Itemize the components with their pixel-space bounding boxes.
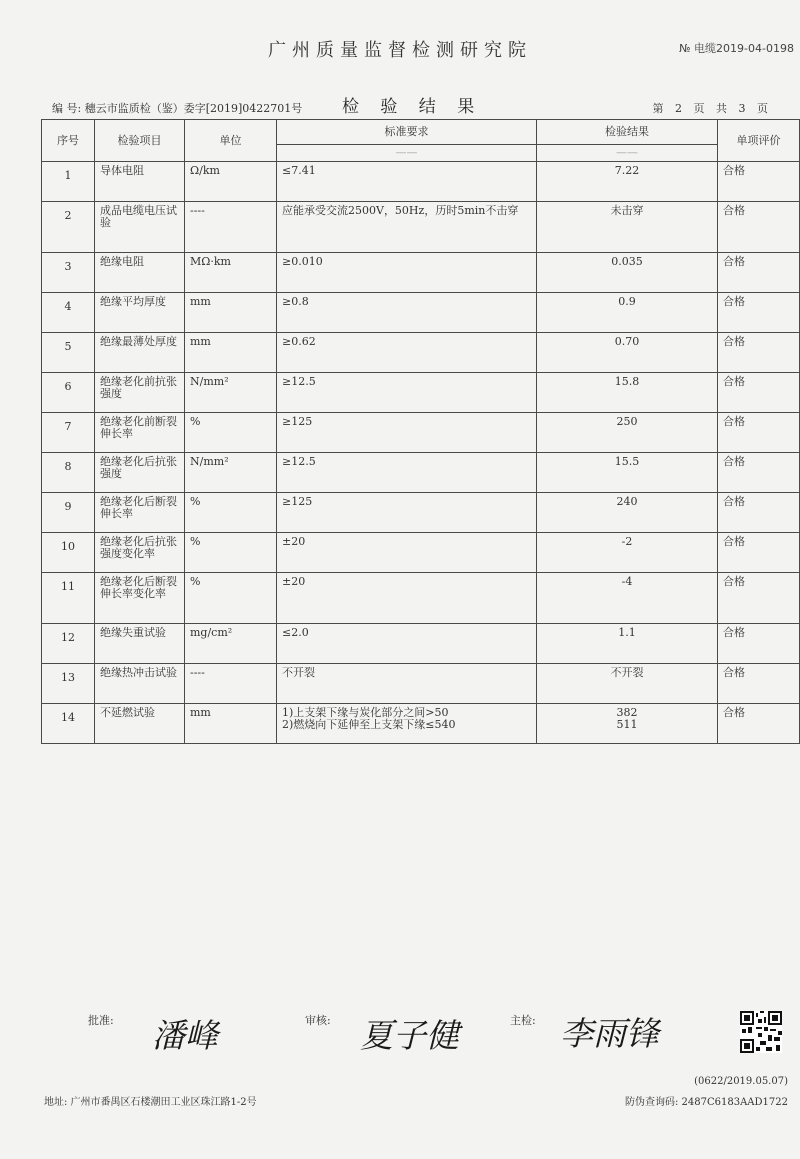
test-item: 绝缘电阻	[95, 253, 185, 293]
test-item: 绝缘老化后断裂伸长率变化率	[95, 573, 185, 624]
test-item: 绝缘老化前断裂伸长率	[95, 413, 185, 453]
review-label: 审核:	[305, 1014, 331, 1027]
table-row	[42, 573, 800, 624]
table-row	[42, 493, 800, 533]
test-item: 绝缘最薄处厚度	[95, 333, 185, 373]
test-item: 绝缘老化后抗张强度变化率	[95, 533, 185, 573]
standard-requirement: ≥12.5	[277, 453, 537, 493]
test-item: 导体电阻	[95, 162, 185, 202]
table-row	[42, 533, 800, 573]
approve-signature: 潘峰	[152, 1016, 218, 1055]
row-number: 2	[42, 202, 95, 253]
test-item: 不延燃试验	[95, 704, 185, 744]
approve-label: 批准:	[88, 1014, 114, 1027]
qr-code-icon	[740, 1011, 782, 1053]
standard-requirement: ≥12.5	[277, 373, 537, 413]
table-row	[42, 624, 800, 664]
unit: mg/cm²	[185, 624, 277, 664]
header-standard: 标准要求	[277, 120, 537, 145]
institute-name: 广州质量监督检测研究院	[268, 40, 532, 61]
evaluation: 合格	[718, 624, 800, 664]
test-result: 15.5	[537, 453, 718, 493]
row-number: 4	[42, 293, 95, 333]
document-number: № 电缆2019-04-0198	[679, 42, 794, 55]
test-result: 0.9	[537, 293, 718, 333]
test-result: 0.70	[537, 333, 718, 373]
row-number: 5	[42, 333, 95, 373]
evaluation: 合格	[718, 664, 800, 704]
row-number: 3	[42, 253, 95, 293]
row-number: 11	[42, 573, 95, 624]
unit: %	[185, 573, 277, 624]
test-item: 绝缘热冲击试验	[95, 664, 185, 704]
standard-requirement: ≤2.0	[277, 624, 537, 664]
footer-anticounterfeit-code: 防伪查询码: 2487C6183AAD1722	[624, 1097, 788, 1108]
evaluation: 合格	[718, 253, 800, 293]
test-result: -2	[537, 533, 718, 573]
table-row	[42, 293, 800, 333]
standard-requirement: ±20	[277, 533, 537, 573]
results-table	[41, 119, 800, 744]
table-row	[42, 664, 800, 704]
evaluation: 合格	[718, 573, 800, 624]
header-standard-sub: ——	[277, 145, 537, 162]
standard-requirement: ≥0.010	[277, 253, 537, 293]
page-indicator: 第 2 页 共 3 页	[652, 102, 772, 115]
standard-requirement: ≥0.62	[277, 333, 537, 373]
standard-requirement: 应能承受交流2500V，50Hz，历时5min不击穿	[277, 202, 537, 253]
unit: N/mm²	[185, 453, 277, 493]
review-signature: 夏子健	[360, 1016, 459, 1055]
test-result: 15.8	[537, 373, 718, 413]
unit: N/mm²	[185, 373, 277, 413]
footer-address: 地址: 广州市番禺区石楼潮田工业区珠江路1-2号	[44, 1097, 257, 1108]
row-number: 6	[42, 373, 95, 413]
evaluation: 合格	[718, 162, 800, 202]
evaluation: 合格	[718, 493, 800, 533]
test-item: 绝缘老化后断裂伸长率	[95, 493, 185, 533]
unit: mm	[185, 333, 277, 373]
table-row	[42, 162, 800, 202]
standard-requirement: 1)上支架下缘与炭化部分之间>50 2)燃烧向下延伸至上支架下缘≤540	[277, 704, 537, 744]
unit: MΩ·km	[185, 253, 277, 293]
table-row	[42, 453, 800, 493]
table-row	[42, 704, 800, 744]
test-result: 1.1	[537, 624, 718, 664]
row-number: 10	[42, 533, 95, 573]
test-result: 0.035	[537, 253, 718, 293]
test-item: 绝缘失重试验	[95, 624, 185, 664]
test-result: 250	[537, 413, 718, 453]
table-row	[42, 333, 800, 373]
header-item: 检验项目	[95, 120, 185, 162]
evaluation: 合格	[718, 453, 800, 493]
test-result: 382 511	[537, 704, 718, 744]
unit: ----	[185, 202, 277, 253]
header-unit: 单位	[185, 120, 277, 162]
header-result-sub: ——	[537, 145, 718, 162]
unit: mm	[185, 293, 277, 333]
test-result: 不开裂	[537, 664, 718, 704]
standard-requirement: ≤7.41	[277, 162, 537, 202]
inspect-signature: 李雨锋	[560, 1014, 659, 1053]
test-item: 绝缘老化后抗张强度	[95, 453, 185, 493]
table-row	[42, 413, 800, 453]
test-result: 7.22	[537, 162, 718, 202]
test-item: 绝缘老化前抗张强度	[95, 373, 185, 413]
unit: Ω/km	[185, 162, 277, 202]
footer-date: (0622/2019.05.07)	[694, 1076, 788, 1087]
inspect-label: 主检:	[510, 1014, 536, 1027]
standard-requirement: ≥125	[277, 413, 537, 453]
row-number: 12	[42, 624, 95, 664]
test-item: 绝缘平均厚度	[95, 293, 185, 333]
test-result: 未击穿	[537, 202, 718, 253]
row-number: 7	[42, 413, 95, 453]
test-result: 240	[537, 493, 718, 533]
row-number: 13	[42, 664, 95, 704]
unit: mm	[185, 704, 277, 744]
standard-requirement: ≥0.8	[277, 293, 537, 333]
header-no: 序号	[42, 120, 95, 162]
standard-requirement: 不开裂	[277, 664, 537, 704]
evaluation: 合格	[718, 293, 800, 333]
evaluation: 合格	[718, 373, 800, 413]
test-result: -4	[537, 573, 718, 624]
unit: %	[185, 533, 277, 573]
table-row	[42, 253, 800, 293]
page-title: 检 验 结 果	[342, 97, 483, 117]
table-row	[42, 202, 800, 253]
standard-requirement: ≥125	[277, 493, 537, 533]
row-number: 9	[42, 493, 95, 533]
row-number: 14	[42, 704, 95, 744]
evaluation: 合格	[718, 202, 800, 253]
unit: %	[185, 413, 277, 453]
row-number: 1	[42, 162, 95, 202]
row-number: 8	[42, 453, 95, 493]
report-serial: 编 号: 穗云市监质检（鉴）委字[2019]0422701号	[52, 102, 303, 115]
unit: ----	[185, 664, 277, 704]
evaluation: 合格	[718, 704, 800, 744]
header-result: 检验结果	[537, 120, 718, 145]
evaluation: 合格	[718, 333, 800, 373]
test-item: 成品电缆电压试验	[95, 202, 185, 253]
evaluation: 合格	[718, 413, 800, 453]
standard-requirement: ±20	[277, 573, 537, 624]
header-eval: 单项评价	[718, 120, 800, 162]
table-row	[42, 373, 800, 413]
evaluation: 合格	[718, 533, 800, 573]
unit: %	[185, 493, 277, 533]
